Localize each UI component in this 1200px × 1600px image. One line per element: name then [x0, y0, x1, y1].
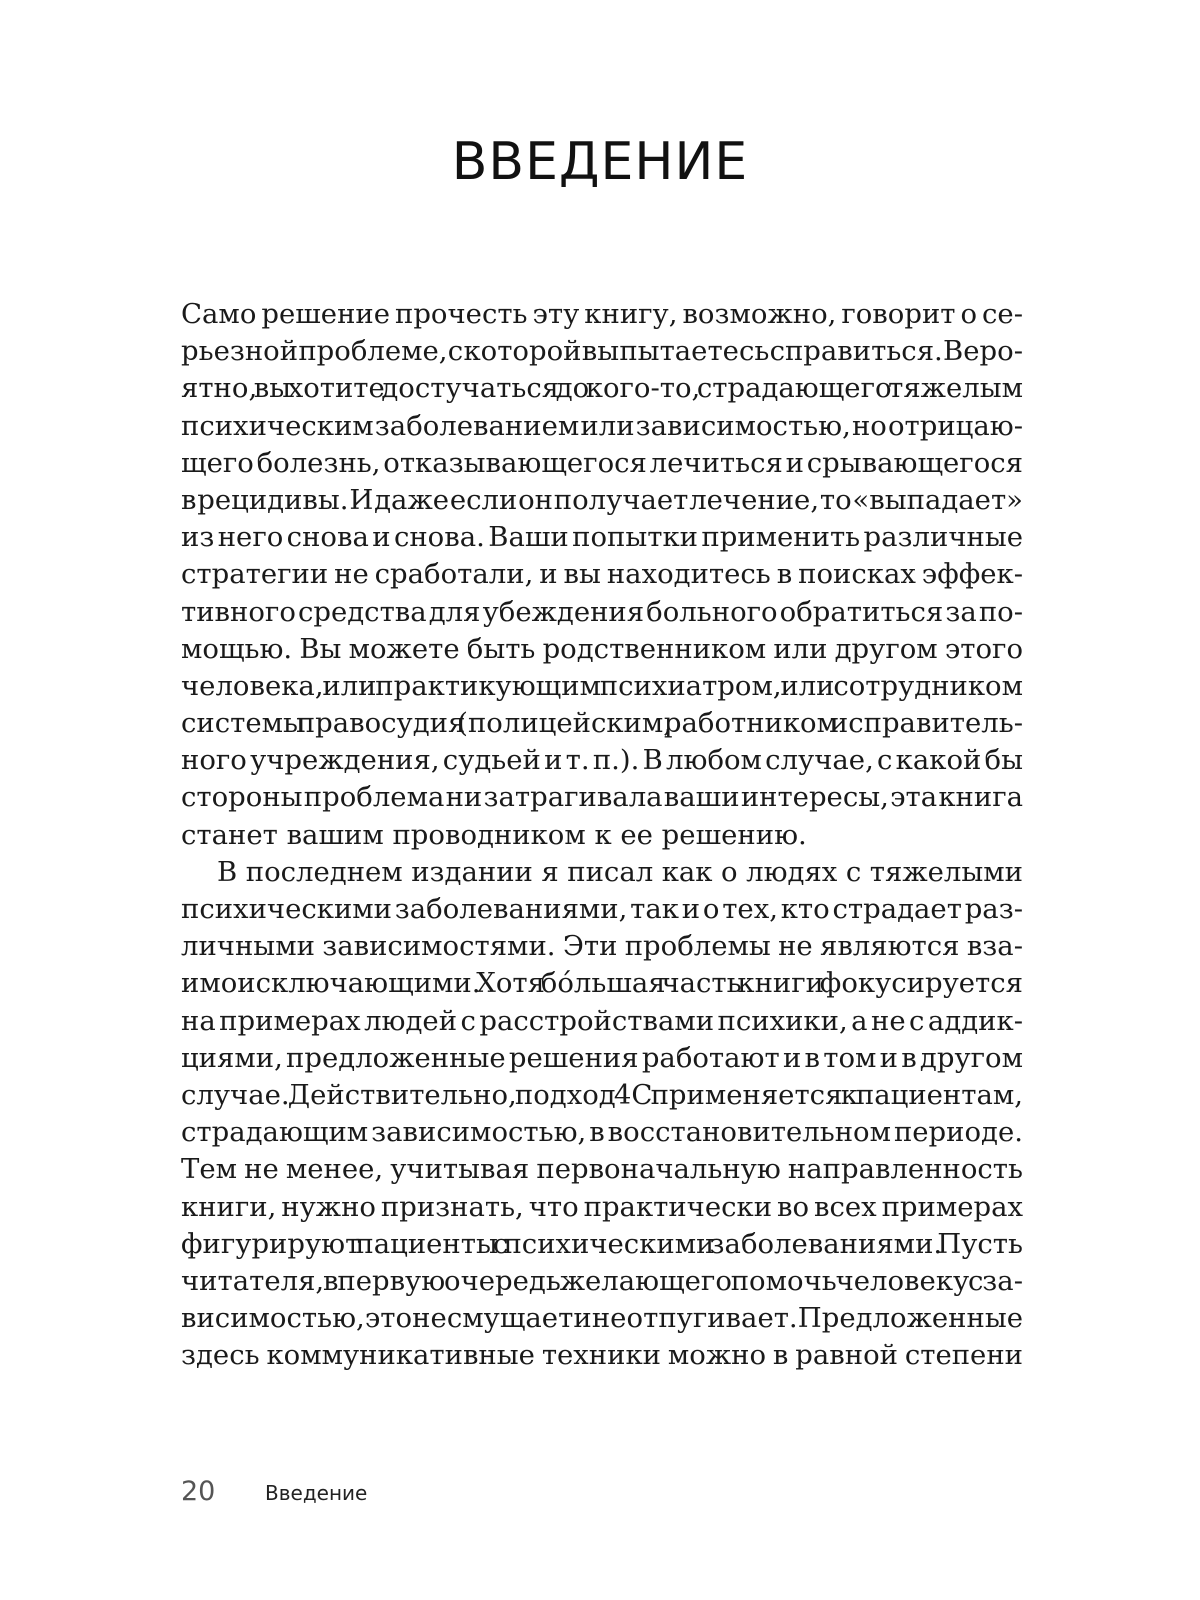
text-line: Само решение прочесть эту книгу, возможно, говорит о се-: [181, 298, 1023, 330]
text-line: страдающим зависимостью, в восстановительном периоде.: [181, 1116, 1023, 1149]
text-line: станет вашим проводником к ее решению.: [181, 818, 807, 851]
text-line: случае. Действительно, подход 4С применяется к пациентам,: [181, 1078, 1023, 1111]
text-line: стороны проблема ни затрагивала ваши интересы, эта книга: [181, 781, 1023, 814]
text-line: ятно, вы хотите достучаться до кого-то, страдающего тяжелым: [181, 372, 1023, 405]
text-line: читателя, в первую очередь желающего помочь человеку с за-: [181, 1264, 1023, 1297]
text-line: Тем не менее, учитывая первоначальную направленность: [181, 1153, 1023, 1186]
text-line: рьезной проблеме, с которой вы пытаетесь справиться. Веро-: [181, 335, 1023, 368]
text-line: психическим заболеванием или зависимостью, но отрицаю-: [181, 409, 1024, 442]
text-line: циями, предложенные решения работают и в том и в другом: [181, 1041, 1023, 1074]
text-line: стратегии не сработали, и вы находитесь в поисках эффек-: [181, 558, 1023, 591]
text-line: системы правосудия (полицейским, работником исправитель-: [181, 707, 1023, 740]
text-line: в рецидивы. И даже если он получает лечение, то «выпадает»: [181, 483, 1023, 516]
text-line: человека, или практикующим психиатром, или сотрудником: [181, 669, 1023, 702]
text-line: личными зависимостями. Эти проблемы не являются вза-: [181, 930, 1023, 963]
chapter-title: ВВЕДЕНИЕ: [451, 132, 749, 192]
text-line: тивного средства для убеждения больного обратиться за по-: [181, 595, 1023, 628]
body-text: [181, 296, 1023, 1374]
text-line: психическими заболеваниями, так и о тех, кто страдает раз-: [181, 893, 1023, 925]
page-footer: [181, 1476, 367, 1516]
text-line: висимостью, это не смущает и не отпугивает. Предложенные: [181, 1302, 1023, 1335]
text-line: книги, нужно признать, что практически во всех примерах: [181, 1190, 1023, 1223]
running-head: Введение: [265, 1481, 368, 1505]
text-line: ного учреждения, судьей и т. п.). В любом случае, с какой бы: [181, 744, 1023, 777]
text-line: фигурируют пациенты с психическими заболеваниями. Пусть: [181, 1227, 1023, 1260]
text-line: В последнем издании я писал как о людях с тяжелыми: [217, 855, 1023, 888]
text-line: мощью. Вы можете быть родственником или другом этого: [181, 632, 1023, 665]
text-line: имоисключающими. Хотя бóльшая часть книги фокусируется: [181, 967, 1023, 1000]
text-line: здесь коммуникативные техники можно в равной степени: [181, 1339, 1023, 1372]
text-line: щего болезнь, отказывающегося лечиться и срывающегося: [181, 446, 1023, 479]
text-line: из него снова и снова. Ваши попытки применить различные: [181, 521, 1023, 554]
page-number: 20: [181, 1476, 216, 1507]
text-line: на примерах людей с расстройствами психики, а не с аддик-: [181, 1004, 1023, 1037]
